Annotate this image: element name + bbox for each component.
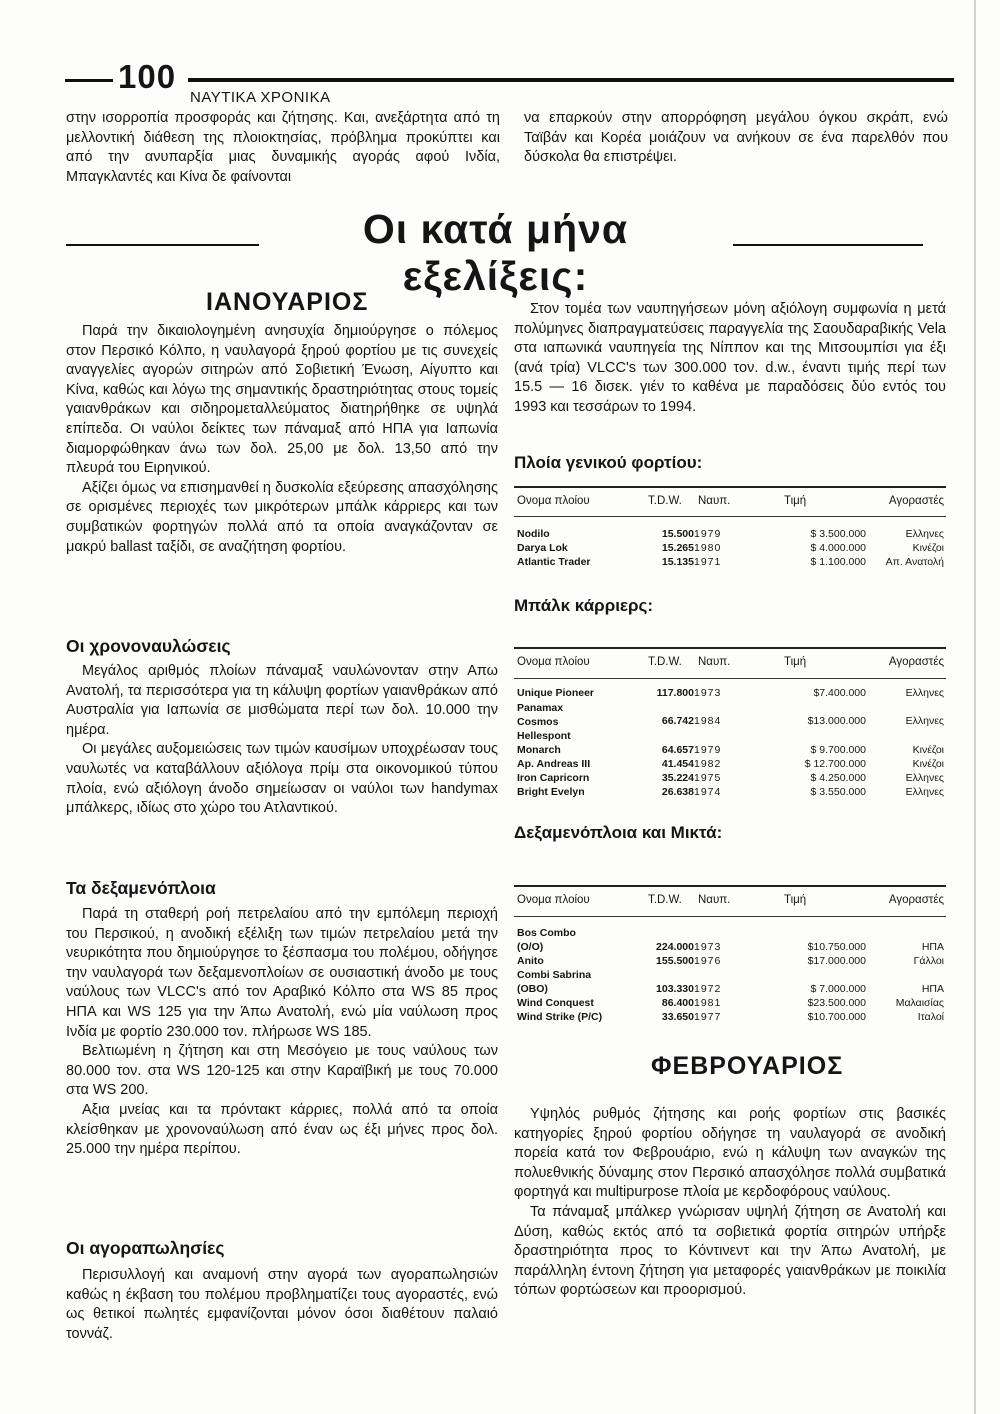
table-rule-top (514, 486, 946, 488)
col-year-header: Ναυπ. (698, 656, 731, 668)
ship-year: 1976 (694, 955, 722, 967)
ship-price: $10.700.000 (807, 1011, 866, 1023)
ship-price: $ 4.250.000 (810, 772, 866, 784)
february-heading: ΦΕΒΡΟΥΑΡΙΟΣ (651, 1052, 844, 1080)
magazine-title: ΝΑΥΤΙΚΑ ΧΡΟΝΙΚΑ (190, 89, 331, 106)
general-cargo-table-title: Πλοία γενικού φορτίου: (514, 453, 703, 472)
ship-year: 1984 (694, 715, 722, 727)
ship-name: Unique Pioneer (517, 687, 595, 699)
title-rule-right (733, 244, 923, 246)
ship-tdw: 15.135 (661, 556, 694, 568)
col-year-header: Ναυπ. (698, 894, 731, 906)
ship-name: Combi Sabrina (OBO) (517, 969, 592, 995)
ship-year: 1979 (694, 744, 722, 756)
january-paragraph-2: Αξίζει όμως να επισημανθεί η δυσκολία εξεύρεσης απασχόλησης σε ορισμένες περιοχές των μικρότερων μπάλκ κάρριερς και των συμβατικών φορτηγών πολλά από τα οποία αναγκάζονταν σε μακρύ ballast ταξίδι, σε αναζήτηση φορτίου. (66, 479, 498, 555)
main-title: Οι κατά μήνα εξελίξεις: (362, 206, 629, 299)
ship-year: 1982 (694, 758, 722, 770)
ship-buyer: Κινέζοι (912, 542, 944, 554)
header-rule-left (65, 79, 113, 82)
ship-price: $ 4.000.000 (810, 542, 866, 554)
timecharters-paragraph-1: Μεγάλος αριθμός πλοίων πάναμαξ ναυλώνονταν στην Απω Ανατολή, τα περισσότερα για τη κάλυψη φορτίων γαιανθράκων από Αυστραλία για Ιαπωνία σε μισθώματα περί των δολ. 10.000 την ημέρα. (66, 663, 498, 738)
ship-year: 1973 (694, 687, 722, 699)
ship-tdw: 64.657 (661, 744, 694, 756)
ship-year: 1973 (694, 941, 722, 953)
ship-year: 1980 (694, 542, 722, 554)
col-buyer-header: Αγοραστές (888, 495, 944, 507)
col-tdw-header: T.D.W. (648, 495, 682, 507)
tankers-paragraph-2: Βελτιωμένη η ζήτηση και στη Μεσόγειο με τους ναύλους των 80.000 τον. στα WS 120-125 και στην Καραϊβική με τους 70.000 στα WS 200. (66, 1043, 498, 1099)
ship-price: $13.000.000 (807, 715, 866, 727)
table-rule-mid (514, 516, 946, 517)
col-name-header: Ονομα πλοίου (517, 894, 590, 906)
ship-tdw: 15.500 (661, 528, 694, 540)
ship-tdw: 66.742 (661, 715, 694, 727)
ship-buyer: Ιταλοί (917, 1011, 944, 1023)
ship-price: $23.500.000 (807, 997, 866, 1009)
col-name-header: Ονομα πλοίου (517, 495, 590, 507)
ship-name: Panamax Cosmos (517, 702, 564, 728)
ship-price: $ 3.500.000 (810, 528, 866, 540)
col-name-header: Ονομα πλοίου (517, 656, 590, 668)
ship-name: Bos Combo (O/O) (517, 927, 576, 953)
ship-tdw: 155.500 (656, 955, 694, 967)
ship-tdw: 117.800 (656, 687, 694, 699)
ship-buyer: Ελληνες (905, 715, 944, 727)
ship-price: $7.400.000 (813, 687, 866, 699)
ship-buyer: Ελληνες (905, 528, 944, 540)
february-paragraph-1: Υψηλός ρυθμός ζήτησης και ροής φορτίων στις βασικές κατηγορίες ξηρού φορτίου οδήγησε τη ναυλαγορά σε ανοδική πορεία κατά τον Φεβρουάριο, ενώ η κάλυψη των αναγκών της πολυεθνικής δύναμης στον Περσικό απασχόλησε πολλά συμβατικά φορτηγά και multipurpose πλοία με κερδοφόρους ναύλους. (514, 1106, 946, 1201)
ship-tdw: 15.265 (661, 542, 694, 554)
title-rule-left (66, 244, 259, 246)
col-buyer-header: Αγοραστές (888, 894, 944, 906)
ship-buyer: Γάλλοι (913, 955, 944, 967)
ship-name: Atlantic Trader (517, 556, 591, 568)
ship-name: Darya Lok (517, 542, 568, 554)
ship-name: Iron Capricorn (517, 772, 590, 784)
main-title-banner (0, 206, 1000, 299)
sales-heading: Οι αγοραπωλησίες (66, 1238, 225, 1258)
bulk-table (514, 647, 946, 807)
ship-buyer: Μαλαισίας (895, 997, 944, 1009)
table-rule-mid (514, 678, 946, 679)
shipbuilding-text (514, 300, 946, 418)
ship-buyer: Κινέζοι (912, 744, 944, 756)
table-rule-mid (514, 916, 946, 917)
ship-buyer: Κινέζοι (912, 758, 944, 770)
bulk-table-title: Μπάλκ κάρριερς: (514, 596, 654, 615)
ship-price: $10.750.000 (807, 941, 866, 953)
table-rule-top (514, 647, 946, 649)
ship-name: Hellespont Monarch (517, 730, 571, 756)
ship-tdw: 26.638 (661, 786, 694, 798)
tankers-heading: Τα δεξαμενόπλοια (66, 878, 216, 898)
ship-year: 1981 (694, 997, 722, 1009)
ship-price: $ 9.700.000 (810, 744, 866, 756)
ship-tdw: 33.650 (661, 1011, 694, 1023)
col-year-header: Ναυπ. (698, 495, 731, 507)
tankers-text (66, 905, 498, 1160)
intro-right-text (524, 109, 948, 168)
ship-buyer: Ελληνες (905, 687, 944, 699)
ship-name: Anito (517, 955, 544, 967)
col-tdw-header: T.D.W. (648, 894, 682, 906)
ship-tdw: 103.330 (656, 983, 694, 995)
ship-price: $ 12.700.000 (804, 758, 866, 770)
col-price-header: Τιμή (784, 495, 807, 507)
ship-buyer: Ελληνες (905, 772, 944, 784)
header-rule-right (188, 78, 954, 82)
january-heading: ΙΑΝΟΥΑΡΙΟΣ (206, 288, 369, 316)
tankers-paragraph-3: Αξια μνείας και τα πρόντακτ κάρριες, πολλά από τα οποία κλείσθηκαν με χρονοναύλωση από έναν ως έξι μήνες προς δολ. 25.000 την ημέρα περίπου. (66, 1101, 498, 1158)
col-buyer-header: Αγοραστές (888, 656, 944, 668)
tankers-table-title: Δεξαμενόπλοια και Μικτά: (514, 823, 723, 842)
ship-name: Nodilo (517, 528, 550, 540)
february-text (514, 1105, 946, 1301)
ship-price: $ 7.000.000 (810, 983, 866, 995)
sales-paragraph-1: Περισυλλογή και αναμονή στην αγορά των αγοραπωλησιών καθώς η έκβαση του πολέμου προβληματίζει τους αγοραστές, ενώ ως θετικοί πωλητές εμφανίζονται μόνον όσοι διαθέτουν παλαιό τοννάζ. (66, 1267, 498, 1342)
tankers-paragraph-1: Παρά τη σταθερή ροή πετρελαίου από την εμπόλεμη περιοχή του Περσικού, η ανοδική εξέλιξη των τιμών πετρελαίου μετά την νευρικότητα που δημιούργησε το ξέσπασμα του πολέμου, οδήγησε την ναυλαγορά των δεξαμενοπλοίων σε ουσιαστική άνοδο με τους ναύλους των VLCC's από τον Αραβικό Κόλπο στα WS 85 προς ΗΠΑ και WS 125 για την Άπω Ανατολή, ενώ μία ναύλωση προς Ινδία με φορτίο 230.000 τον. πλήρωσε WS 185. (66, 906, 498, 1040)
ship-tdw: 41.454 (661, 758, 694, 770)
ship-price: $ 1.100.000 (810, 556, 866, 568)
intro-left-text (66, 109, 500, 187)
ship-name: Wind Conquest (517, 997, 594, 1009)
col-price-header: Τιμή (784, 656, 807, 668)
ship-year: 1972 (694, 983, 722, 995)
ship-buyer: ΗΠΑ (921, 941, 944, 953)
ship-year: 1974 (694, 786, 722, 798)
page-number: 100 (118, 58, 177, 95)
ship-year: 1971 (694, 556, 722, 568)
table-rule-top (514, 885, 946, 887)
ship-name: Wind Strike (P/C) (517, 1011, 603, 1023)
ship-price: $ 3.550.000 (810, 786, 866, 798)
ship-buyer: Απ. Ανατολή (885, 556, 944, 568)
ship-tdw: 86.400 (661, 997, 694, 1009)
tankers-table (514, 885, 946, 1035)
ship-year: 1975 (694, 772, 722, 784)
intro-right-paragraph: να επαρκούν στην απορρόφηση μεγάλου όγκου σκράπ, ενώ Ταϊβάν και Κορέα μοιάζουν να ανήκουν σε ένα παρελθόν που δύσκολα θα επιστρέψει. (524, 110, 948, 166)
january-text (66, 322, 498, 557)
col-tdw-header: T.D.W. (648, 656, 682, 668)
ship-name: Bright Evelyn (517, 786, 585, 798)
february-paragraph-2: Τα πάναμαξ μπάλκερ γνώρισαν υψηλή ζήτηση σε Ανατολή και Δύση, καθώς εκτός από τα σοβιετικά φορτία σιτηρών υπήρξε δραστηριότητα προς το Κόντινεντ και την Άπω Ανατολή, με παράλληλη έντονη ζήτηση για μεταφορές γαιανθράκων με ποικιλία τόπων φορτώσεων και προορισμού. (514, 1203, 946, 1299)
shipbuilding-paragraph: Στον τομέα των ναυπηγήσεων μόνη αξιόλογη συμφωνία η μετά πολύμηνες διαπραγματεύσεις παραγγελία της Σαουδαραβικής Vela στα ιαπωνικά ναυπηγεία της Νίππον και της Μιτσουμπίσι για έξι (ανά τρία) VLCC's των 300.000 τον. d.w., έναντι τιμής περί των 15.5 — 16 δισεκ. γιέν το καθένα με παραδόσεις δύο εντός του 1993 και τεσσάρων το 1994. (514, 301, 946, 415)
ship-tdw: 224.000 (656, 941, 694, 953)
timecharters-paragraph-2: Οι μεγάλες αυξομειώσεις των τιμών καυσίμων υποχρέωσαν τους ναυλωτές να καταβάλλουν αξιόλογα πρίμ στα οικονομικού τύπου πλοία, ενώ αξιόλογη άνοδο σημείωσαν οι ναύλοι των handymax μπάλκερς, ιδίως στο χώρο του Ατλαντικού. (66, 741, 498, 817)
intro-left-paragraph: στην ισορροπία προσφοράς και ζήτησης. Και, ανεξάρτητα από τη μελλοντική διάθεση της πλοιοκτησίας, πρόβλημα προκύπτει και από την ανυπαρξία μιας δυναμικής αγοράς αφού Ινδία, Μπαγκλαντές και Κίνα δε φαίνονται (66, 110, 500, 185)
ship-buyer: ΗΠΑ (921, 983, 944, 995)
ship-price: $17.000.000 (807, 955, 866, 967)
ship-name: Ap. Andreas III (517, 758, 591, 770)
timecharters-heading: Οι χρονοναυλώσεις (66, 636, 231, 656)
timecharters-text (66, 662, 498, 819)
general-cargo-table (514, 486, 946, 576)
sales-text (66, 1266, 498, 1344)
ship-year: 1977 (694, 1011, 722, 1023)
ship-tdw: 35.224 (661, 772, 694, 784)
ship-buyer: Ελληνες (905, 786, 944, 798)
january-paragraph-1: Παρά την δικαιολογημένη ανησυχία δημιούργησε ο πόλεμος στον Περσικό Κόλπο, η ναυλαγορά ξηρού φορτίου με τις συνεχείς αναγγελίες αγορών σιτηρών από Σοβιετική Ένωση, Αίγυπτο και Κίνα, καθώς και λόγω της σημαντικής δραστηριότητας στους τομείς γαιανθράκων και σιδηρομεταλλεύματος διατηρήθηκε σε υψηλά επίπεδα. Οι ναύλοι δείκτες των πάναμαξ από ΗΠΑ για Ιαπωνία διαμορφώθηκαν άνω των δολ. 25,00 με δολ. 13,50 από την πλευρά του Ειρηνικού. (66, 323, 498, 477)
col-price-header: Τιμή (784, 894, 807, 906)
ship-year: 1979 (694, 528, 722, 540)
